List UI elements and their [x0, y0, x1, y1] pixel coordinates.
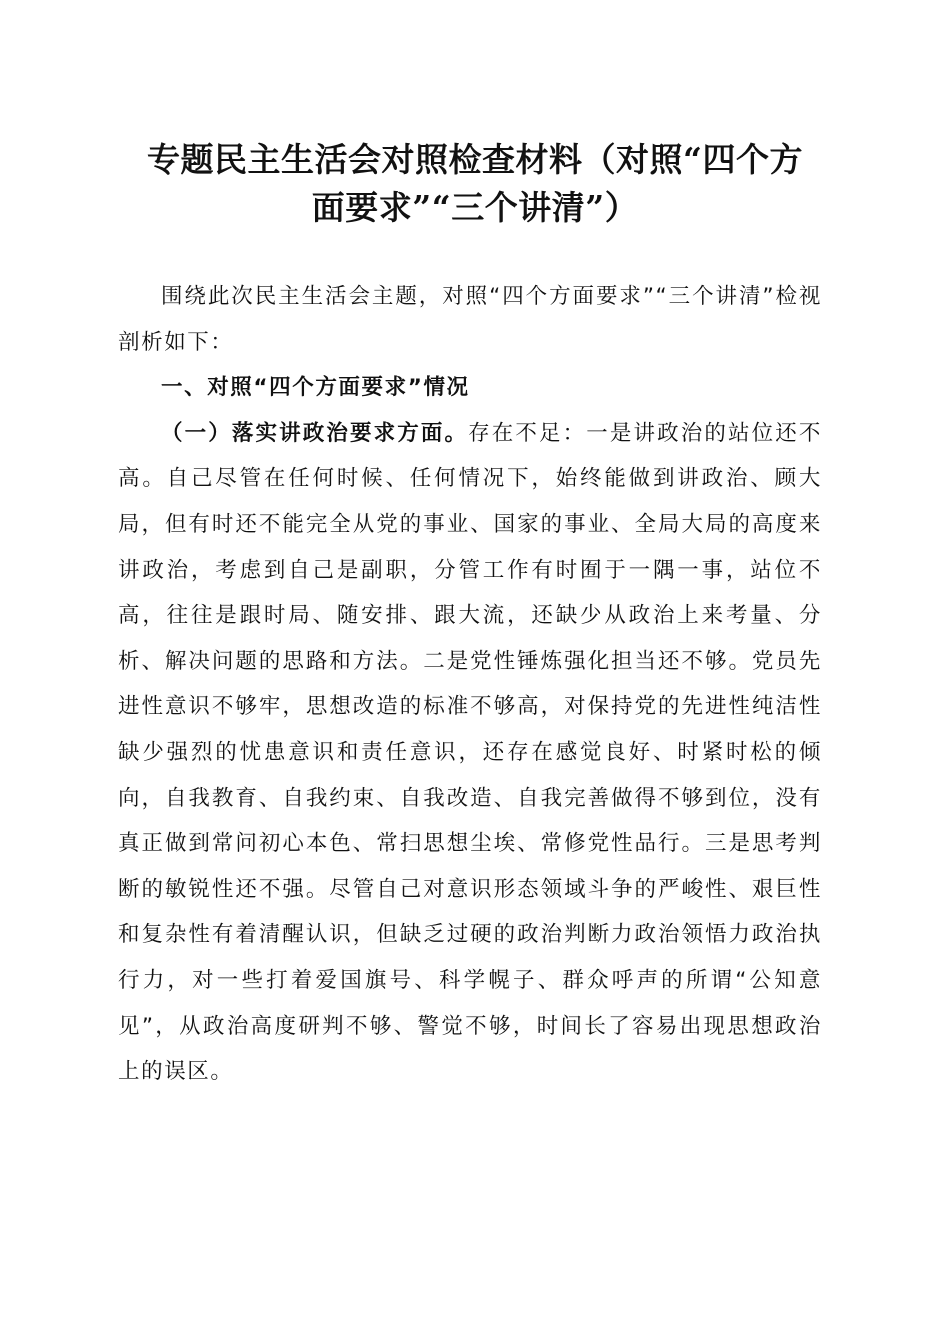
title-line-1: 专题民主生活会对照检查材料（对照“四个方 [147, 140, 803, 179]
intro-paragraph: 围绕此次民主生活会主题，对照“四个方面要求”“三个讲清”检视剖析如下： [118, 284, 822, 355]
title-line-2: 面要求”“三个讲清”） [311, 188, 639, 227]
subsection-paragraph [118, 411, 822, 1095]
subsection-body: 存在不足：一是讲政治的站位还不高。自己尽管在任何时候、任何情况下，始终能做到讲政治、顾大局，但有时还不能完全从党的事业、国家的事业、全局大局的高度来讲政治，考虑到自己是副职，分管工作有时囿于一隅一事，站位不高，往往是跟时局、随安排、跟大流，还缺少从政治上来考量、分析、解决问题的思路和方法。二是党性锤炼强化担当还不够。党员先进性意识不够牢，思想改造的标准不够高，对保持党的先进性纯洁性缺少强烈的忧患意识和责任意识，还存在感觉良好、时紧时松的倾向，自我教育、自我约束、自我改造、自我完善做得不够到位，没有真正做到常问初心本色、常扫思想尘埃、常修党性品行。三是思考判断的敏锐性还不强。尽管自己对意识形态领域斗争的严峻性、艰巨性和复杂性有着清醒认识，但缺乏过硬的政治判断力政治领悟力政治执行力，对一些打着爱国旗号、科学幌子、群众呼声的所谓“公知意见”，从政治高度研判不够、警觉不够，时间长了容易出现思想政治上的误区。 [118, 420, 822, 1085]
section-heading: 一、对照“四个方面要求”情况 [161, 375, 470, 401]
subsection-lead: （一）落实讲政治要求方面。 [161, 420, 469, 446]
document-title [118, 136, 832, 232]
document-body [118, 274, 822, 1095]
